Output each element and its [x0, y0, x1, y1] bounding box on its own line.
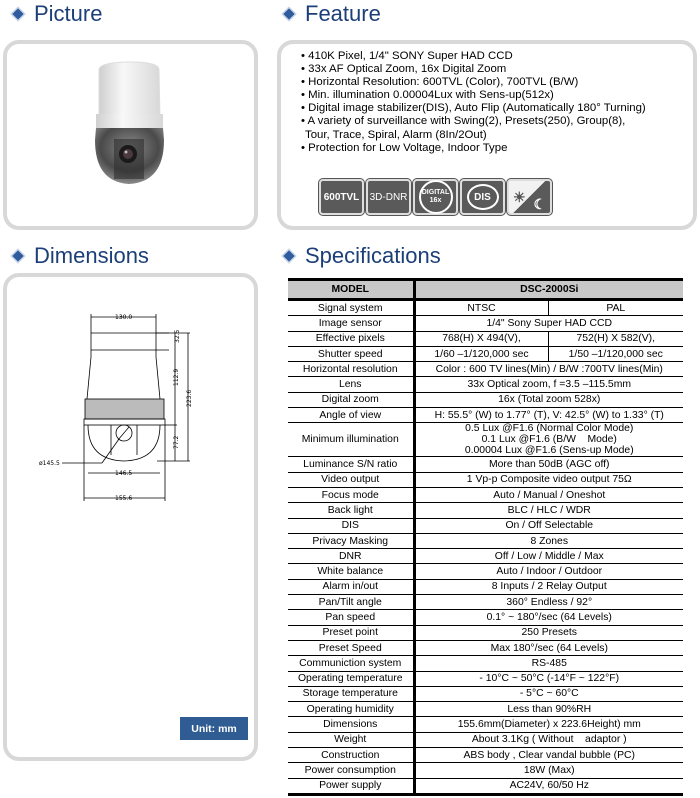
table-row [288, 549, 683, 564]
picture-panel [3, 40, 258, 230]
spec-label: Pan/Tilt angle [288, 595, 414, 610]
spec-label: Image sensor [288, 316, 414, 331]
table-row [288, 316, 683, 331]
table-row [288, 346, 683, 361]
spec-value: Max 180°/sec (64 Levels) [414, 640, 683, 655]
diamond-bullet-icon [283, 8, 294, 19]
table-row [288, 579, 683, 594]
spec-label: Storage temperature [288, 686, 414, 701]
table-row [288, 533, 683, 548]
feature-item: • Min. illumination 0.00004Lux with Sens-up(512x) [301, 89, 554, 102]
feature-item: • A variety of surveillance with Swing(2), Presets(250), Group(8), [301, 115, 626, 128]
spec-value: About 3.1Kg ( Without adaptor ) [414, 732, 683, 747]
spec-value: - 5°C ~ 60°C [414, 686, 683, 701]
section-title-feature [285, 1, 381, 27]
table-row [288, 457, 683, 472]
spec-value-line: 0.5 Lux @F1.6 (Normal Color Mode) [465, 423, 634, 435]
spec-label: Angle of view [288, 408, 414, 423]
spec-label: Luminance S/N ratio [288, 457, 414, 472]
table-row [288, 656, 683, 671]
spec-value: On / Off Selectable [414, 518, 683, 533]
day-night-badge-icon [507, 179, 552, 215]
section-title-picture [14, 1, 102, 27]
3d-dnr-badge-icon [366, 179, 411, 215]
spec-value: 18W (Max) [414, 763, 683, 778]
spec-value: 8 Zones [414, 533, 683, 548]
feature-item: • 33x AF Optical Zoom, 16x Digital Zoom [301, 63, 507, 76]
spec-label: Construction [288, 748, 414, 763]
table-row [288, 392, 683, 407]
table-row [288, 595, 683, 610]
table-row [288, 686, 683, 701]
spec-value-pal: 1/50 –1/120,000 sec [548, 346, 683, 361]
section-title-text: Dimensions [34, 243, 149, 268]
camera-product-image [7, 44, 254, 226]
table-row [288, 331, 683, 346]
feature-item: • Digital image stabilizer(DIS), Auto Flip (Automatically 180° Turning) [301, 102, 646, 115]
badge-label: 3D-DNR [369, 191, 408, 203]
section-title-specifications [285, 243, 441, 269]
spec-value-line: 0.1 Lux @F1.6 (B/W Mode) [481, 434, 617, 446]
spec-label: Minimum illumination [288, 423, 414, 457]
feature-panel [277, 40, 697, 230]
section-title-dimensions [14, 243, 149, 269]
spec-value-pal: 752(H) X 582(V), [548, 331, 683, 346]
spec-value: Off / Low / Middle / Max [414, 549, 683, 564]
spec-label: Operating temperature [288, 671, 414, 686]
spec-label: Digital zoom [288, 392, 414, 407]
spec-value: Color : 600 TV lines(Min) / B/W :700TV lines(Min) [414, 362, 683, 377]
spec-label: Lens [288, 377, 414, 392]
header-model-value: DSC-2000Si [414, 280, 683, 300]
spec-label: Horizontal resolution [288, 362, 414, 377]
table-row [288, 377, 683, 392]
dimensions-panel [3, 273, 258, 761]
table-row [288, 610, 683, 625]
spec-label: Video output [288, 472, 414, 487]
spec-value: 1 Vp-p Composite video output 75Ω [414, 472, 683, 487]
feature-item: • Protection for Low Voltage, Indoor Type [301, 141, 508, 154]
spec-label: Effective pixels [288, 331, 414, 346]
spec-value-ntsc: 768(H) X 494(V), [414, 331, 548, 346]
table-row [288, 671, 683, 686]
dim-label: 112.9 [173, 368, 180, 386]
spec-label: Focus mode [288, 487, 414, 502]
spec-value: 155.6mm(Diameter) x 223.6Height) mm [414, 717, 683, 732]
table-row [288, 748, 683, 763]
dim-label: 223.6 [186, 389, 193, 407]
dim-label: ø145.5 [39, 460, 60, 467]
diamond-bullet-icon [12, 8, 23, 19]
spec-value: 0.1° ~ 180°/sec (64 Levels) [414, 610, 683, 625]
section-title-text: Specifications [305, 243, 441, 268]
spec-value-line: 0.00004 Lux @F1.6 (Sens-up Mode) [464, 445, 634, 457]
spec-value: 360° Endless / 92° [414, 595, 683, 610]
table-row [288, 702, 683, 717]
spec-value: Less than 90%RH [414, 702, 683, 717]
spec-label: Weight [288, 732, 414, 747]
feature-item: • Horizontal Resolution: 600TVL (Color), 700TVL (B/W) [301, 76, 579, 89]
spec-label: DIS [288, 518, 414, 533]
table-row [288, 564, 683, 579]
spec-label: Back light [288, 503, 414, 518]
spec-label: Preset point [288, 625, 414, 640]
feature-item: Tour, Trace, Spiral, Alarm (8In/2Out) [305, 128, 487, 141]
spec-value: - 10°C ~ 50°C (-14°F ~ 122°F) [414, 671, 683, 686]
diamond-bullet-icon [12, 250, 23, 261]
specifications-table [288, 278, 683, 796]
dis-badge-icon [460, 179, 505, 215]
spec-label: Power consumption [288, 763, 414, 778]
diamond-bullet-icon [283, 250, 294, 261]
table-row [288, 640, 683, 655]
spec-label: Signal system [288, 300, 414, 316]
sun-icon: ☀ [513, 188, 526, 205]
spec-value-ntsc: NTSC [414, 300, 548, 316]
dimensions-drawing [7, 277, 254, 757]
table-header-row [288, 280, 683, 300]
badge-label: DIGITAL 16x [419, 180, 453, 214]
spec-value: Auto / Indoor / Outdoor [414, 564, 683, 579]
dim-label: 130.0 [115, 314, 133, 321]
table-row [288, 300, 683, 316]
table-row [288, 487, 683, 502]
600tvl-badge-icon [319, 179, 364, 215]
spec-label: Alarm in/out [288, 579, 414, 594]
digital-16x-badge-icon [413, 179, 458, 215]
table-row [288, 625, 683, 640]
table-row [288, 763, 683, 778]
spec-value: 250 Presets [414, 625, 683, 640]
spec-label: Communiction system [288, 656, 414, 671]
spec-value: RS-485 [414, 656, 683, 671]
dim-label: 32.5 [174, 329, 181, 343]
spec-value-ntsc: 1/60 –1/120,000 sec [414, 346, 548, 361]
feature-item: • 410K Pixel, 1/4" SONY Super HAD CCD [301, 50, 513, 62]
spec-label: Preset Speed [288, 640, 414, 655]
table-row [288, 732, 683, 747]
dim-label: 155.6 [115, 495, 133, 502]
table-row [288, 717, 683, 732]
table-row [288, 408, 683, 423]
table-row [288, 423, 683, 457]
spec-label: Power supply [288, 778, 414, 794]
spec-value: More than 50dB (AGC off) [414, 457, 683, 472]
specifications-body [288, 300, 683, 795]
feature-badges [319, 179, 552, 215]
spec-value: ABS body , Clear vandal bubble (PC) [414, 748, 683, 763]
spec-value-pal: PAL [548, 300, 683, 316]
spec-label: Dimensions [288, 717, 414, 732]
section-title-text: Feature [305, 1, 381, 26]
table-row [288, 472, 683, 487]
spec-value: AC24V, 60/50 Hz [414, 778, 683, 794]
section-title-text: Picture [34, 1, 103, 26]
spec-value: 8 Inputs / 2 Relay Output [414, 579, 683, 594]
spec-value: H: 55.5° (W) to 1.77° (T), V: 42.5° (W) to 1.33° (T) [414, 408, 683, 423]
spec-label: Shutter speed [288, 346, 414, 361]
spec-value: 33x Optical zoom, f =3.5 –115.5mm [414, 377, 683, 392]
table-row [288, 503, 683, 518]
dim-label: 77.2 [173, 435, 180, 449]
header-model: MODEL [288, 280, 414, 300]
spec-label: Pan speed [288, 610, 414, 625]
spec-label: White balance [288, 564, 414, 579]
spec-value [414, 423, 683, 457]
badge-label: DIS [467, 184, 499, 210]
badge-label: 600TVL [323, 191, 360, 203]
table-row [288, 362, 683, 377]
table-row [288, 778, 683, 794]
spec-label: DNR [288, 549, 414, 564]
spec-value: Auto / Manual / Oneshot [414, 487, 683, 502]
spec-value: 16x (Total zoom 528x) [414, 392, 683, 407]
spec-value: BLC / HLC / WDR [414, 503, 683, 518]
feature-list [301, 50, 646, 155]
spec-value: 1/4" Sony Super HAD CCD [414, 316, 683, 331]
dim-label: 146.5 [115, 470, 133, 477]
spec-label: Privacy Masking [288, 533, 414, 548]
unit-badge: Unit: mm [180, 717, 248, 740]
table-row [288, 518, 683, 533]
spec-label: Operating humidity [288, 702, 414, 717]
moon-icon: ☾ [533, 196, 546, 212]
